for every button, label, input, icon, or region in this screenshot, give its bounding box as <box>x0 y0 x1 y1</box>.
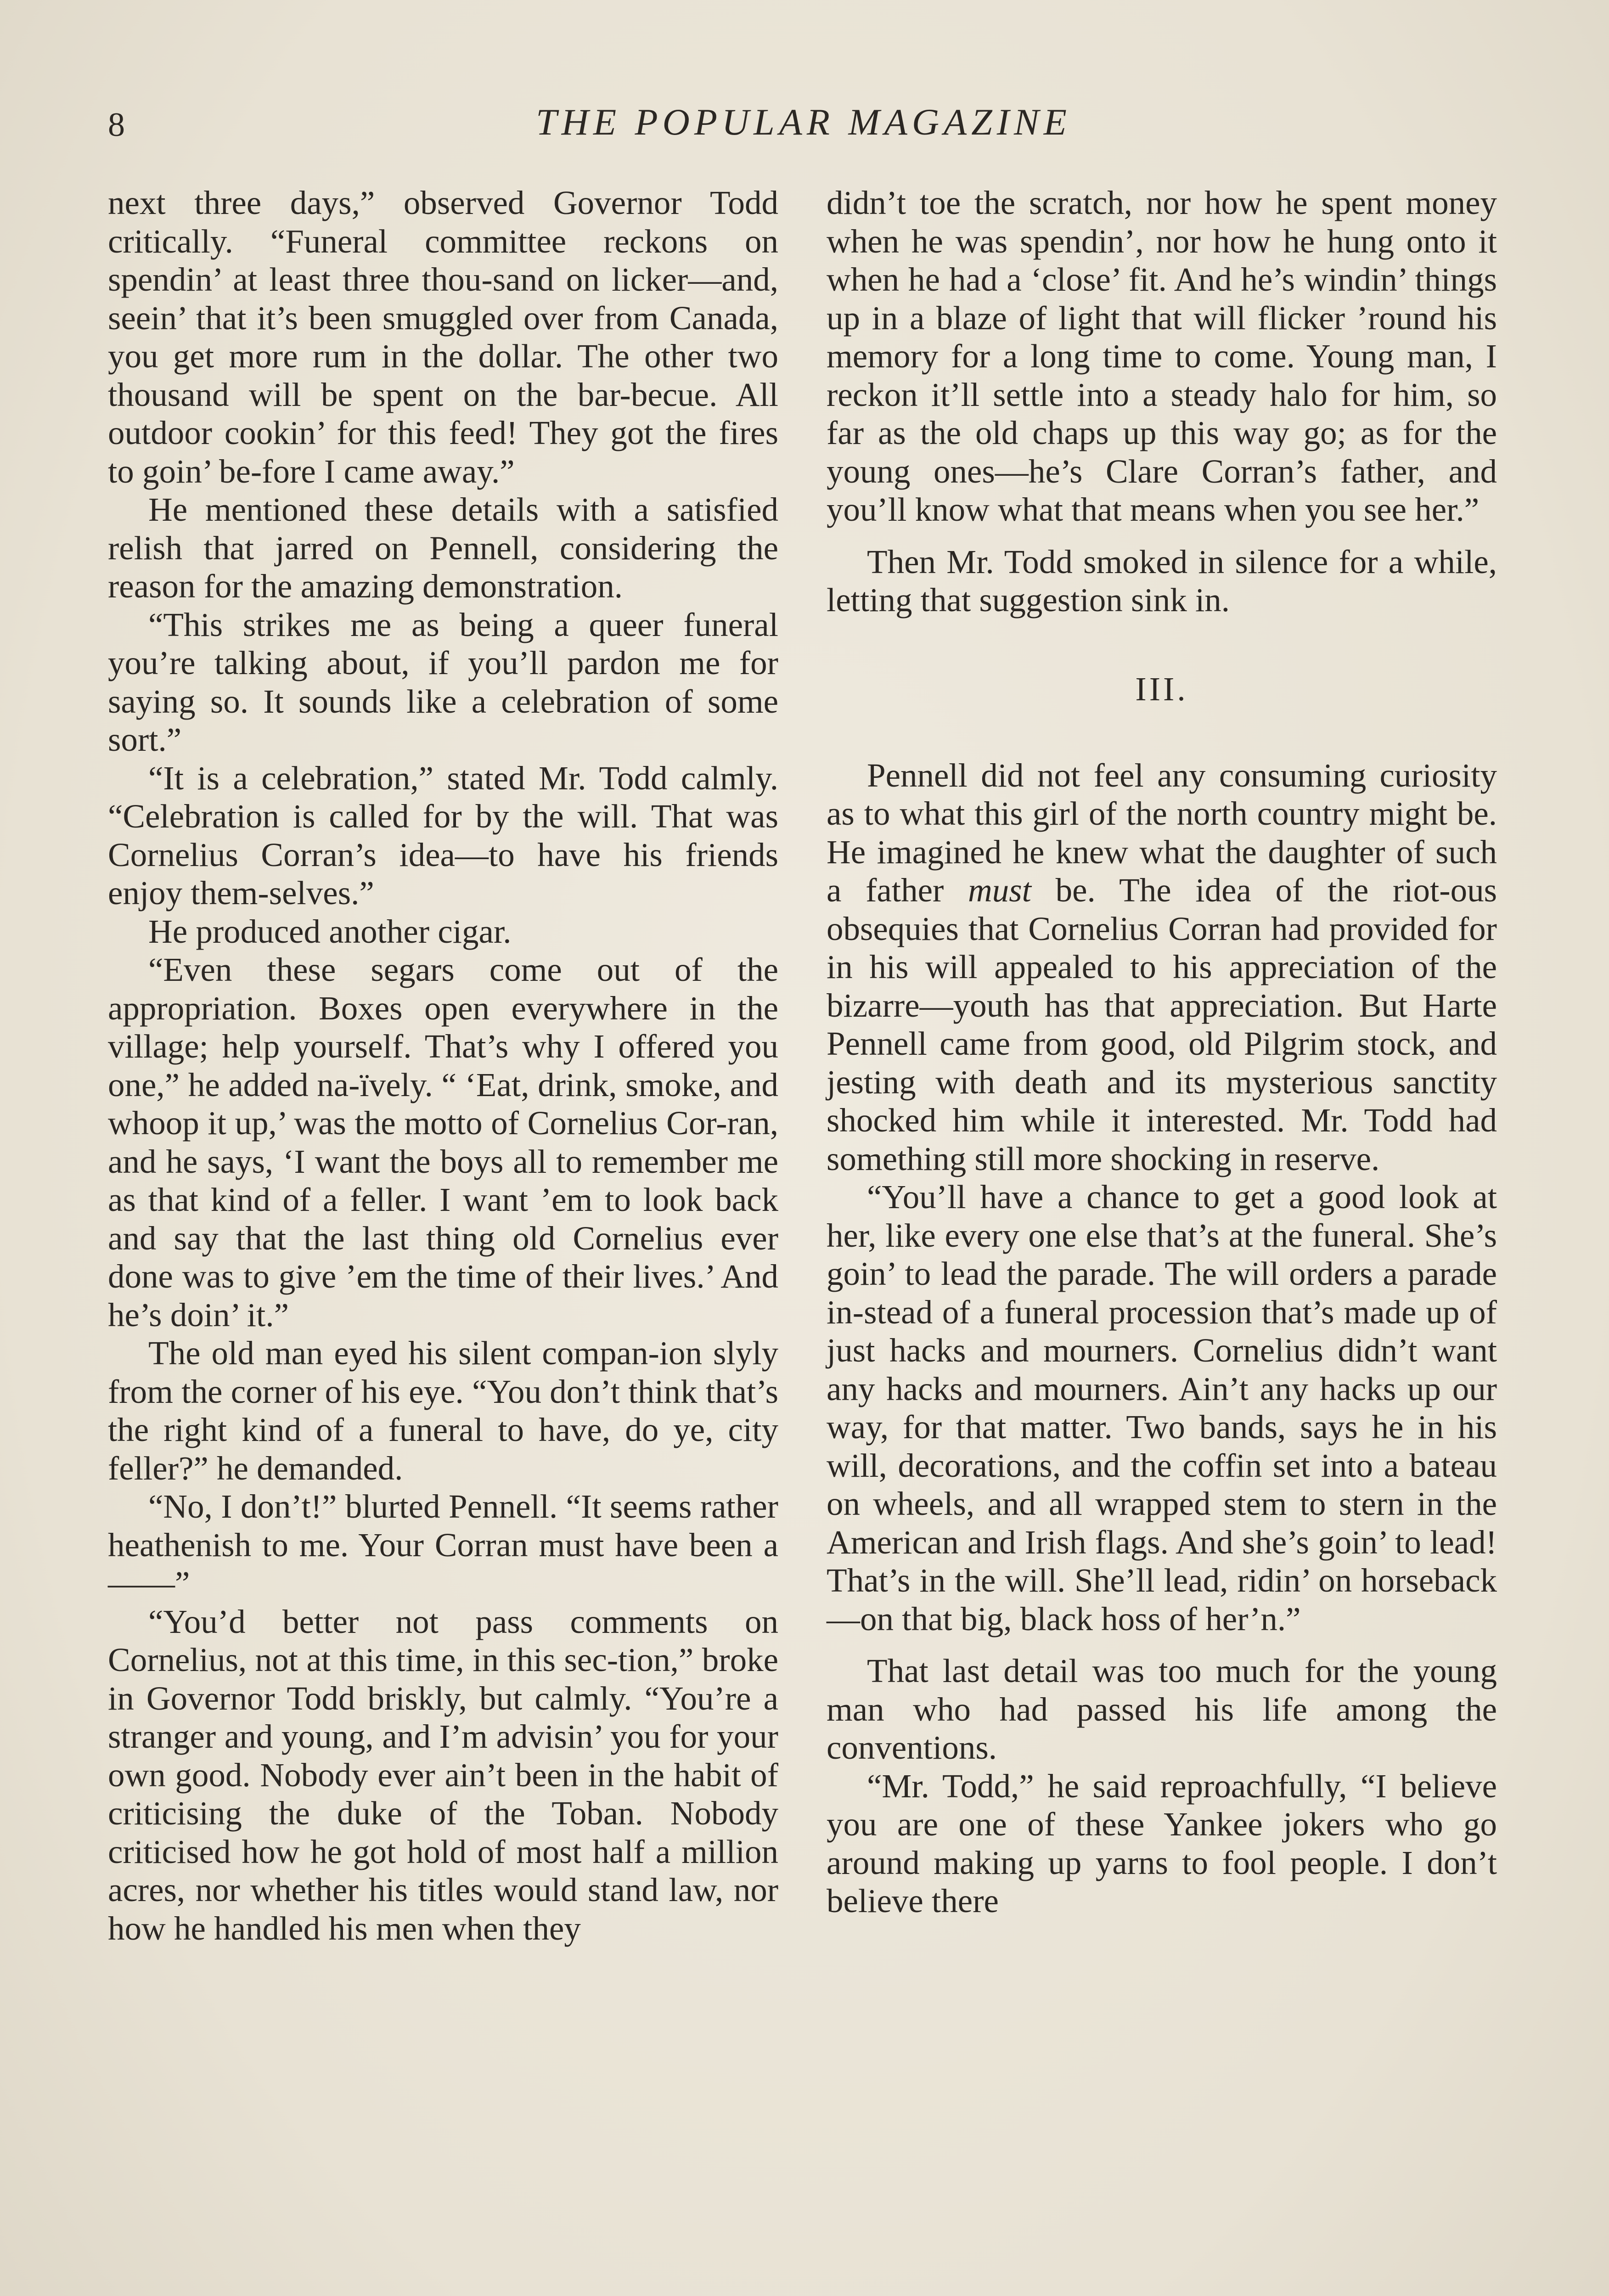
paragraph: The old man eyed his silent compan-ion slyly from the corner of his eye. “You don’t think that’s the right kind of a funeral to have, do ye, city feller?” he demanded. <box>108 1334 778 1487</box>
paragraph: “This strikes me as being a queer funeral you’re talking about, if you’ll pardon me for saying so. It sounds like a celebration of some sort.” <box>108 606 778 758</box>
paragraph <box>827 756 1497 1178</box>
page-number: 8 <box>108 106 125 144</box>
paragraph: That last detail was too much for the young man who had passed his life among the conventions. <box>827 1652 1497 1766</box>
section-heading: III. <box>1135 670 1188 708</box>
page-header <box>108 103 1499 154</box>
text-run: be. The idea of the riot-ous obsequies that Cornelius Corran had provided for in his will appealed to his appreciation of the bizarre—youth has that appreciation. But Harte Pennell came from good, old Pilgrim stock, and jesting with death and its mysterious sanctity shocked him while it interested. Mr. Todd had something still more shocking in reserve. <box>827 872 1497 1177</box>
paragraph: “No, I don’t!” blurted Pennell. “It seems rather heathenish to me. Your Corran must have been a——” <box>108 1488 778 1602</box>
text-run: Pennell did not feel any consuming curiosity as to what this girl of the north country might be. He imagined he knew what the daughter of such a father <box>827 756 1497 909</box>
right-column <box>827 184 1497 1920</box>
paragraph: “It is a celebration,” stated Mr. Todd calmly. “Celebration is called for by the will. That was Cornelius Corran’s idea—to have his friends enjoy them-selves.” <box>108 759 778 912</box>
paragraph: next three days,” observed Governor Todd critically. “Funeral committee reckons on spendin’ at least three thou-sand on licker—and, seein’ that it’s been smuggled over from Canada, you get more rum in the dollar. The other two thousand will be spent on the bar-becue. All outdoor cookin’ for this feed! They got the fires to goin’ be-fore I came away.” <box>108 184 778 490</box>
paragraph: He produced another cigar. <box>148 912 512 950</box>
paragraph: Then Mr. Todd smoked in silence for a while, letting that suggestion sink in. <box>827 543 1497 619</box>
paragraph: “Even these segars come out of the appropriation. Boxes open everywhere in the village; help yourself. That’s why I offered you one,” he added na-ïvely. “ ‘Eat, drink, smoke, and whoop it up,’ was the motto of Cornelius Cor-ran, and he says, ‘I want the boys all to remember me as that kind of a feller. I want ’em to look back and say that the last thing old Cornelius ever done was to give ’em the time of their lives.’ And he’s doin’ it.” <box>108 951 778 1334</box>
paragraph: “You’d better not pass comments on Cornelius, not at this time, in this sec-tion,” broke in Governor Todd briskly, but calmly. “You’re a stranger and young, and I’m advisin’ you for your own good. Nobody ever ain’t been in the habit of criticising the duke of the Toban. Nobody criticised how he got hold of most half a million acres, nor whether his titles would stand law, nor how he handled his men when they <box>108 1603 778 1947</box>
paragraph: didn’t toe the scratch, nor how he spent money when he was spendin’, nor how he hung onto it when he had a ‘close’ fit. And he’s windin’ things up in a blaze of light that will flicker ’round his memory for a long time to come. Young man, I reckon it’ll settle into a steady halo for him, so far as the old chaps up this way go; as for the young ones—he’s Clare Corran’s father, and you’ll know what that means when you see her.” <box>827 184 1497 528</box>
running-title: THE POPULAR MAGAZINE <box>536 101 1071 143</box>
paragraph: “You’ll have a chance to get a good look at her, like every one else that’s at the funeral. She’s goin’ to lead the parade. The will orders a parade in-stead of a funeral procession that’s made up of just hacks and mourners. Cornelius didn’t want any hacks and mourners. Ain’t any hacks up our way, for that matter. Two bands, says he in his will, decorations, and the coffin set into a bateau on wheels, and all wrapped stem to stern in the American and Irish flags. And she’s goin’ to lead! That’s in the will. She’ll lead, ridin’ on horseback—on that big, black hoss of her’n.” <box>827 1178 1497 1638</box>
italic-emphasis: must <box>968 872 1031 909</box>
paragraph: “Mr. Todd,” he said reproachfully, “I believe you are one of these Yankee jokers who go around making up yarns to fool people. I don’t believe there <box>827 1767 1497 1919</box>
left-column <box>108 184 778 1947</box>
paragraph: He mentioned these details with a satisfied relish that jarred on Pennell, considering the reason for the amazing demonstration. <box>108 491 778 605</box>
